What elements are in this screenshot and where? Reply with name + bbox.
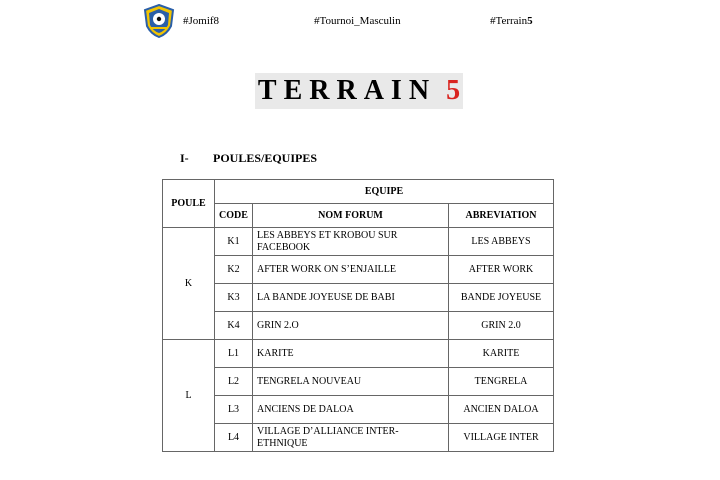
table-row xyxy=(163,312,554,340)
club-logo-icon xyxy=(143,4,175,38)
code-cell: L1 xyxy=(215,340,253,368)
abrev-cell: BANDE JOYEUSE xyxy=(449,284,554,312)
abrev-cell: TENGRELA xyxy=(449,368,554,396)
table-row xyxy=(163,228,554,256)
page-title-word: TERRAIN xyxy=(257,75,437,106)
hashtag-tournoi: #Tournoi_Masculin xyxy=(314,15,401,27)
forum-cell: LES ABBEYS ET KROBOU SUR FACEBOOK xyxy=(253,228,449,256)
abrev-cell: GRIN 2.0 xyxy=(449,312,554,340)
abrev-cell: ANCIEN DALOA xyxy=(449,396,554,424)
table-row xyxy=(163,284,554,312)
table-row xyxy=(163,368,554,396)
header-abreviation: ABREVIATION xyxy=(449,204,554,228)
hashtag-jomif: #Jomif8 xyxy=(183,15,220,27)
code-cell: K4 xyxy=(215,312,253,340)
header-equipe: EQUIPE xyxy=(215,180,554,204)
abrev-cell: KARITE xyxy=(449,340,554,368)
header-nom-forum: NOM FORUM xyxy=(253,204,449,228)
abrev-cell: VILLAGE INTER xyxy=(449,424,554,452)
header-poule: POULE xyxy=(163,180,215,228)
table-row xyxy=(163,256,554,284)
code-cell: K3 xyxy=(215,284,253,312)
forum-cell: ANCIENS DE DALOA xyxy=(253,396,449,424)
forum-cell: GRIN 2.O xyxy=(253,312,449,340)
hashtag-terrain xyxy=(490,15,533,27)
code-cell: K1 xyxy=(215,228,253,256)
poule-cell: L xyxy=(163,340,215,452)
code-cell: L4 xyxy=(215,424,253,452)
poule-cell: K xyxy=(163,228,215,340)
header-code: CODE xyxy=(215,204,253,228)
table-row xyxy=(163,424,554,452)
code-cell: L2 xyxy=(215,368,253,396)
forum-cell: TENGRELA NOUVEAU xyxy=(253,368,449,396)
hashtag-terrain-prefix: #Terrain xyxy=(490,15,528,27)
abrev-cell: LES ABBEYS xyxy=(449,228,554,256)
forum-cell: AFTER WORK ON S’ENJAILLE xyxy=(253,256,449,284)
section-number: I- xyxy=(180,151,189,165)
code-cell: L3 xyxy=(215,396,253,424)
page-header xyxy=(0,0,720,44)
teams-table xyxy=(162,179,554,452)
forum-cell: VILLAGE D’ALLIANCE INTER-ETHNIQUE xyxy=(253,424,449,452)
table-row xyxy=(163,340,554,368)
hashtag-terrain-number: 5 xyxy=(527,15,533,27)
forum-cell: KARITE xyxy=(253,340,449,368)
page-title-number: 5 xyxy=(446,75,461,106)
forum-cell: LA BANDE JOYEUSE DE BABI xyxy=(253,284,449,312)
section-heading xyxy=(180,151,317,166)
code-cell: K2 xyxy=(215,256,253,284)
section-label: POULES/EQUIPES xyxy=(213,151,318,165)
page-title xyxy=(255,73,463,109)
table-row xyxy=(163,396,554,424)
abrev-cell: AFTER WORK xyxy=(449,256,554,284)
